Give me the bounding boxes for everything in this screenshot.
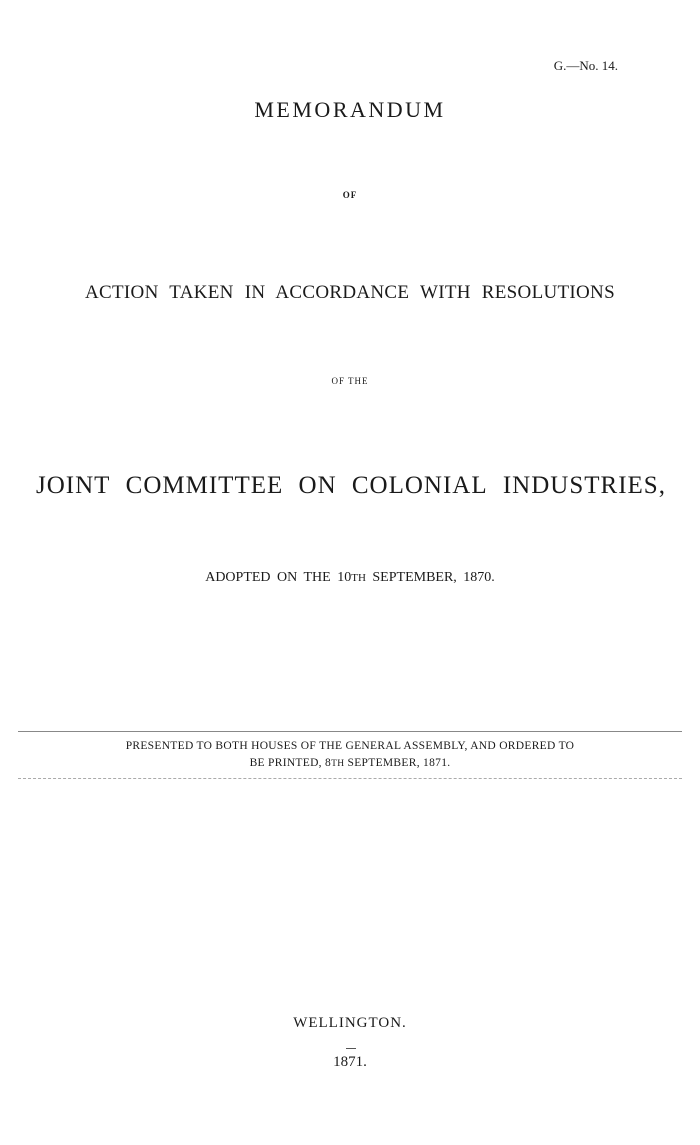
presentation-line-2-suffix: SEPTEMBER, 1871. bbox=[344, 757, 451, 769]
top-rule bbox=[18, 731, 682, 732]
of-the-connector: OF THE bbox=[331, 376, 369, 386]
committee-word: JOINT bbox=[36, 472, 111, 499]
place-of-printing: WELLINGTON. bbox=[293, 1015, 407, 1031]
presentation-line-1: PRESENTED TO BOTH HOUSES OF THE GENERAL ASSEMBLY, AND ORDERED TO bbox=[125, 740, 575, 752]
presentation-line-2-prefix: BE PRINTED, 8 bbox=[249, 757, 332, 769]
committee-word: ON bbox=[298, 472, 337, 499]
adoption-date bbox=[0, 570, 700, 586]
committee-word: COMMITTEE bbox=[125, 472, 284, 499]
printing-year: 1871. bbox=[333, 1054, 367, 1070]
adoption-prefix: ADOPTED ON THE 10 bbox=[205, 570, 352, 585]
of-connector: OF bbox=[342, 190, 358, 200]
subject-line: ACTION TAKEN IN ACCORDANCE WITH RESOLUTIONS bbox=[85, 282, 615, 303]
presentation-note bbox=[0, 738, 700, 773]
bottom-rule bbox=[18, 778, 682, 779]
adoption-ordinal: TH bbox=[351, 572, 366, 584]
document-reference: G.—No. 14. bbox=[553, 58, 618, 73]
presentation-line-2 bbox=[0, 755, 700, 773]
committee-word: COLONIAL bbox=[351, 472, 488, 499]
adoption-suffix: SEPTEMBER, 1870. bbox=[365, 570, 495, 585]
document-title: MEMORANDUM bbox=[254, 97, 446, 122]
committee-word: INDUSTRIES, bbox=[502, 472, 666, 499]
separator-dash bbox=[346, 1048, 356, 1049]
presentation-ordinal: TH bbox=[331, 759, 345, 769]
committee-name bbox=[36, 472, 666, 500]
